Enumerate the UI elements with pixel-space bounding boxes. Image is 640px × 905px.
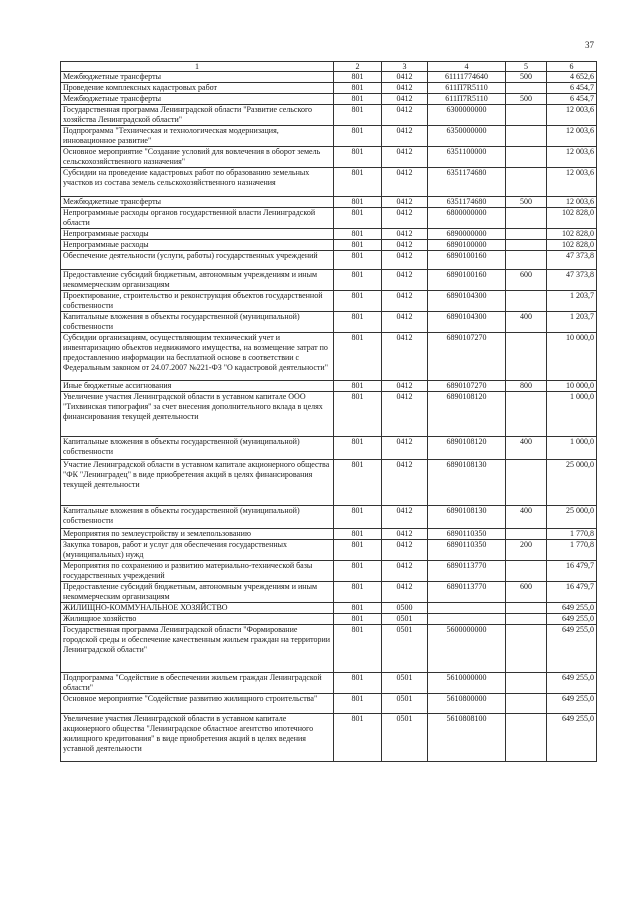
row-vr-cell: 400	[506, 437, 547, 460]
row-ved-cell: 801	[334, 540, 382, 561]
row-sum-cell: 4 652,6	[547, 72, 597, 83]
row-vr-cell	[506, 529, 547, 540]
row-sum-cell: 649 255,0	[547, 603, 597, 614]
row-rzpr-cell: 0412	[382, 381, 428, 392]
row-name-cell: Межбюджетные трансферты	[61, 94, 334, 105]
table-row	[61, 197, 597, 208]
row-sum-cell: 25 000,0	[547, 460, 597, 506]
row-sum-cell: 6 454,7	[547, 94, 597, 105]
table-header-row	[61, 62, 597, 72]
row-ved-cell: 801	[334, 381, 382, 392]
row-name-cell: ЖИЛИЩНО-КОММУНАЛЬНОЕ ХОЗЯЙСТВО	[61, 603, 334, 614]
row-csr-cell: 6890100160	[428, 251, 506, 270]
row-vr-cell	[506, 694, 547, 714]
row-vr-cell	[506, 126, 547, 147]
row-name-cell: Жилищное хозяйство	[61, 614, 334, 625]
row-csr-cell: 6890104300	[428, 312, 506, 333]
row-rzpr-cell: 0501	[382, 625, 428, 673]
row-name-cell: Иные бюджетные ассигнования	[61, 381, 334, 392]
row-sum-cell: 1 770,8	[547, 540, 597, 561]
row-sum-cell: 102 828,0	[547, 208, 597, 229]
row-csr-cell	[428, 603, 506, 614]
row-csr-cell: 5610800000	[428, 694, 506, 714]
row-sum-cell: 649 255,0	[547, 614, 597, 625]
row-name-cell: Увеличение участия Ленинградской области в уставном капитале ООО "Тихвинская типография" за счет внесения дополнительного вклада в целях финансирования текущей деятельности	[61, 392, 334, 437]
row-sum-cell: 649 255,0	[547, 714, 597, 762]
row-vr-cell	[506, 291, 547, 312]
row-vr-cell: 400	[506, 312, 547, 333]
table-row	[61, 392, 597, 437]
row-vr-cell: 500	[506, 197, 547, 208]
row-ved-cell: 801	[334, 240, 382, 251]
table-row	[61, 270, 597, 291]
row-ved-cell: 801	[334, 126, 382, 147]
row-ved-cell: 801	[334, 694, 382, 714]
row-vr-cell: 500	[506, 94, 547, 105]
row-rzpr-cell: 0501	[382, 714, 428, 762]
row-csr-cell: 6350000000	[428, 126, 506, 147]
row-vr-cell	[506, 168, 547, 197]
row-vr-cell: 200	[506, 540, 547, 561]
row-csr-cell: 5600000000	[428, 625, 506, 673]
row-ved-cell: 801	[334, 94, 382, 105]
table-row	[61, 105, 597, 126]
row-ved-cell: 801	[334, 312, 382, 333]
row-csr-cell: 6890107270	[428, 333, 506, 381]
row-ved-cell: 801	[334, 291, 382, 312]
row-ved-cell: 801	[334, 561, 382, 582]
row-rzpr-cell: 0412	[382, 126, 428, 147]
row-ved-cell: 801	[334, 147, 382, 168]
row-name-cell: Закупка товаров, работ и услуг для обеспечения государственных (муниципальных) нужд	[61, 540, 334, 561]
table-row	[61, 506, 597, 529]
row-sum-cell: 47 373,8	[547, 270, 597, 291]
row-name-cell: Субсидии организациям, осуществляющим технический учет и инвентаризацию объектов недвижимого имущества, на возмещение затрат по предоставлению информации на бесплатной основе в соответствии с Федеральным законом от 24.07.2007 №221-ФЗ "О кадастровой деятельности"	[61, 333, 334, 381]
row-csr-cell	[428, 614, 506, 625]
row-name-cell: Государственная программа Ленинградской области "Развитие сельского хозяйства Ленинградской области"	[61, 105, 334, 126]
row-name-cell: Субсидии на проведение кадастровых работ по образованию земельных участков из состава земель сельскохозяйственного назначения	[61, 168, 334, 197]
row-name-cell: Капитальные вложения в объекты государственной (муниципальной) собственности	[61, 506, 334, 529]
table-row	[61, 561, 597, 582]
table-row	[61, 529, 597, 540]
row-sum-cell: 1 000,0	[547, 437, 597, 460]
table-row	[61, 333, 597, 381]
row-sum-cell: 649 255,0	[547, 694, 597, 714]
row-rzpr-cell: 0412	[382, 506, 428, 529]
table-row	[61, 240, 597, 251]
table-row	[61, 312, 597, 333]
header-cell: 5	[506, 62, 547, 72]
row-csr-cell: 6800000000	[428, 208, 506, 229]
row-ved-cell: 801	[334, 270, 382, 291]
row-sum-cell: 10 000,0	[547, 381, 597, 392]
table-row	[61, 673, 597, 694]
row-sum-cell: 12 003,6	[547, 105, 597, 126]
table-row	[61, 625, 597, 673]
row-rzpr-cell: 0501	[382, 673, 428, 694]
row-name-cell: Основное мероприятие "Содействие развитию жилищного строительства"	[61, 694, 334, 714]
header-cell: 2	[334, 62, 382, 72]
row-csr-cell: 6890104300	[428, 291, 506, 312]
row-sum-cell: 16 479,7	[547, 582, 597, 603]
row-rzpr-cell: 0412	[382, 229, 428, 240]
row-vr-cell: 500	[506, 72, 547, 83]
row-csr-cell: 6890108130	[428, 506, 506, 529]
row-vr-cell	[506, 229, 547, 240]
row-name-cell: Проведение комплексных кадастровых работ	[61, 83, 334, 94]
row-name-cell: Обеспечение деятельности (услуги, работы) государственных учреждений	[61, 251, 334, 270]
row-rzpr-cell: 0412	[382, 437, 428, 460]
row-rzpr-cell: 0412	[382, 251, 428, 270]
row-csr-cell: 6890000000	[428, 229, 506, 240]
row-sum-cell: 649 255,0	[547, 673, 597, 694]
row-csr-cell: 61111774640	[428, 72, 506, 83]
row-ved-cell: 801	[334, 714, 382, 762]
table-row	[61, 381, 597, 392]
row-vr-cell	[506, 147, 547, 168]
row-vr-cell	[506, 614, 547, 625]
header-cell: 6	[547, 62, 597, 72]
row-rzpr-cell: 0412	[382, 333, 428, 381]
row-ved-cell: 801	[334, 529, 382, 540]
row-name-cell: Мероприятия по сохранению и развитию материально-технической базы государственных учреждений	[61, 561, 334, 582]
row-csr-cell: 6890108130	[428, 460, 506, 506]
row-vr-cell	[506, 561, 547, 582]
row-csr-cell: 6890113770	[428, 582, 506, 603]
row-name-cell: Подпрограмма "Техническая и технологическая модернизация, инновационное развитие"	[61, 126, 334, 147]
table-row	[61, 603, 597, 614]
table-row	[61, 694, 597, 714]
row-rzpr-cell: 0412	[382, 168, 428, 197]
row-csr-cell: 6890100160	[428, 270, 506, 291]
row-rzpr-cell: 0412	[382, 83, 428, 94]
row-csr-cell: 6351174680	[428, 197, 506, 208]
row-ved-cell: 801	[334, 392, 382, 437]
row-ved-cell: 801	[334, 506, 382, 529]
row-vr-cell	[506, 625, 547, 673]
row-csr-cell: 6890110350	[428, 540, 506, 561]
row-ved-cell: 801	[334, 197, 382, 208]
row-rzpr-cell: 0412	[382, 540, 428, 561]
row-rzpr-cell: 0500	[382, 603, 428, 614]
row-sum-cell: 102 828,0	[547, 240, 597, 251]
row-ved-cell: 801	[334, 83, 382, 94]
row-rzpr-cell: 0412	[382, 147, 428, 168]
row-csr-cell: 6890107270	[428, 381, 506, 392]
row-vr-cell	[506, 105, 547, 126]
table-row	[61, 582, 597, 603]
row-csr-cell: 611П7R5110	[428, 94, 506, 105]
row-rzpr-cell: 0412	[382, 270, 428, 291]
row-ved-cell: 801	[334, 168, 382, 197]
row-rzpr-cell: 0412	[382, 460, 428, 506]
row-ved-cell: 801	[334, 437, 382, 460]
row-vr-cell: 600	[506, 582, 547, 603]
row-ved-cell: 801	[334, 603, 382, 614]
row-sum-cell: 1 203,7	[547, 291, 597, 312]
row-rzpr-cell: 0412	[382, 72, 428, 83]
table-row	[61, 147, 597, 168]
row-ved-cell: 801	[334, 673, 382, 694]
table-row	[61, 460, 597, 506]
row-name-cell: Предоставление субсидий бюджетным, автономным учреждениям и иным некоммерческим организациям	[61, 270, 334, 291]
table-row	[61, 208, 597, 229]
row-vr-cell	[506, 333, 547, 381]
row-name-cell: Увеличение участия Ленинградской области в уставном капитале акционерного общества "Ленинградское областное агентство ипотечного жилищного кредитования" в виде приобретения акций в целях ведения уставной деятельности	[61, 714, 334, 762]
row-vr-cell	[506, 460, 547, 506]
page-number: 37	[585, 40, 594, 50]
budget-table	[60, 61, 597, 762]
row-name-cell: Капитальные вложения в объекты государственной (муниципальной) собственности	[61, 437, 334, 460]
header-cell: 4	[428, 62, 506, 72]
row-csr-cell: 6300000000	[428, 105, 506, 126]
row-vr-cell	[506, 603, 547, 614]
row-csr-cell: 5610808100	[428, 714, 506, 762]
table-row	[61, 251, 597, 270]
row-vr-cell	[506, 392, 547, 437]
row-name-cell: Межбюджетные трансферты	[61, 72, 334, 83]
row-name-cell: Проектирование, строительство и реконструкция объектов государственной собственности	[61, 291, 334, 312]
row-csr-cell: 6890108120	[428, 392, 506, 437]
row-vr-cell	[506, 240, 547, 251]
row-vr-cell	[506, 673, 547, 694]
row-csr-cell: 611П7R5110	[428, 83, 506, 94]
row-rzpr-cell: 0412	[382, 312, 428, 333]
row-ved-cell: 801	[334, 72, 382, 83]
row-name-cell: Предоставление субсидий бюджетным, автономным учреждениям и иным некоммерческим организациям	[61, 582, 334, 603]
row-csr-cell: 6351174680	[428, 168, 506, 197]
header-cell: 1	[61, 62, 334, 72]
row-sum-cell: 16 479,7	[547, 561, 597, 582]
row-sum-cell: 649 255,0	[547, 625, 597, 673]
row-ved-cell: 801	[334, 333, 382, 381]
row-sum-cell: 12 003,6	[547, 197, 597, 208]
row-vr-cell	[506, 714, 547, 762]
row-vr-cell: 400	[506, 506, 547, 529]
row-ved-cell: 801	[334, 105, 382, 126]
row-sum-cell: 12 003,6	[547, 147, 597, 168]
table-row	[61, 229, 597, 240]
row-sum-cell: 12 003,6	[547, 168, 597, 197]
table-row	[61, 291, 597, 312]
row-rzpr-cell: 0412	[382, 561, 428, 582]
row-sum-cell: 6 454,7	[547, 83, 597, 94]
row-rzpr-cell: 0412	[382, 94, 428, 105]
row-ved-cell: 801	[334, 625, 382, 673]
row-rzpr-cell: 0412	[382, 240, 428, 251]
row-rzpr-cell: 0412	[382, 392, 428, 437]
row-name-cell: Межбюджетные трансферты	[61, 197, 334, 208]
row-vr-cell: 800	[506, 381, 547, 392]
row-sum-cell: 102 828,0	[547, 229, 597, 240]
table-row	[61, 83, 597, 94]
row-name-cell: Основное мероприятие "Создание условий для вовлечения в оборот земель сельскохозяйственного назначения"	[61, 147, 334, 168]
row-ved-cell: 801	[334, 582, 382, 603]
row-sum-cell: 1 203,7	[547, 312, 597, 333]
row-rzpr-cell: 0501	[382, 614, 428, 625]
row-rzpr-cell: 0412	[382, 291, 428, 312]
row-ved-cell: 801	[334, 251, 382, 270]
row-ved-cell: 801	[334, 229, 382, 240]
row-name-cell: Государственная программа Ленинградской области "Формирование городской среды и обеспечение качественным жильем граждан на территории Ленинградской области"	[61, 625, 334, 673]
row-rzpr-cell: 0501	[382, 694, 428, 714]
row-sum-cell: 25 000,0	[547, 506, 597, 529]
row-name-cell: Непрограммные расходы органов государственной власти Ленинградской области	[61, 208, 334, 229]
row-vr-cell	[506, 251, 547, 270]
row-csr-cell: 5610000000	[428, 673, 506, 694]
row-ved-cell: 801	[334, 460, 382, 506]
header-cell: 3	[382, 62, 428, 72]
row-name-cell: Непрограммные расходы	[61, 240, 334, 251]
table-row	[61, 714, 597, 762]
row-csr-cell: 6890100000	[428, 240, 506, 251]
table-row	[61, 126, 597, 147]
table-row	[61, 614, 597, 625]
row-sum-cell: 12 003,6	[547, 126, 597, 147]
row-name-cell: Капитальные вложения в объекты государственной (муниципальной) собственности	[61, 312, 334, 333]
row-name-cell: Непрограммные расходы	[61, 229, 334, 240]
row-ved-cell: 801	[334, 208, 382, 229]
table-row	[61, 540, 597, 561]
table-row	[61, 94, 597, 105]
row-rzpr-cell: 0412	[382, 105, 428, 126]
row-ved-cell: 801	[334, 614, 382, 625]
row-sum-cell: 47 373,8	[547, 251, 597, 270]
row-rzpr-cell: 0412	[382, 582, 428, 603]
row-csr-cell: 6351100000	[428, 147, 506, 168]
row-vr-cell	[506, 83, 547, 94]
row-csr-cell: 6890113770	[428, 561, 506, 582]
row-rzpr-cell: 0412	[382, 197, 428, 208]
table-row	[61, 437, 597, 460]
row-vr-cell: 600	[506, 270, 547, 291]
row-sum-cell: 1 000,0	[547, 392, 597, 437]
row-name-cell: Подпрограмма "Содействие в обеспечении жильем граждан Ленинградской области"	[61, 673, 334, 694]
row-rzpr-cell: 0412	[382, 208, 428, 229]
row-name-cell: Мероприятия по землеустройству и землепользованию	[61, 529, 334, 540]
table-row	[61, 72, 597, 83]
row-rzpr-cell: 0412	[382, 529, 428, 540]
row-name-cell: Участие Ленинградской области в уставном капитале акционерного общества "ФК "Ленинградец" в виде приобретения акций в целях финансирования текущей деятельности	[61, 460, 334, 506]
row-vr-cell	[506, 208, 547, 229]
row-sum-cell: 10 000,0	[547, 333, 597, 381]
row-csr-cell: 6890108120	[428, 437, 506, 460]
row-csr-cell: 6890110350	[428, 529, 506, 540]
row-sum-cell: 1 770,8	[547, 529, 597, 540]
table-row	[61, 168, 597, 197]
